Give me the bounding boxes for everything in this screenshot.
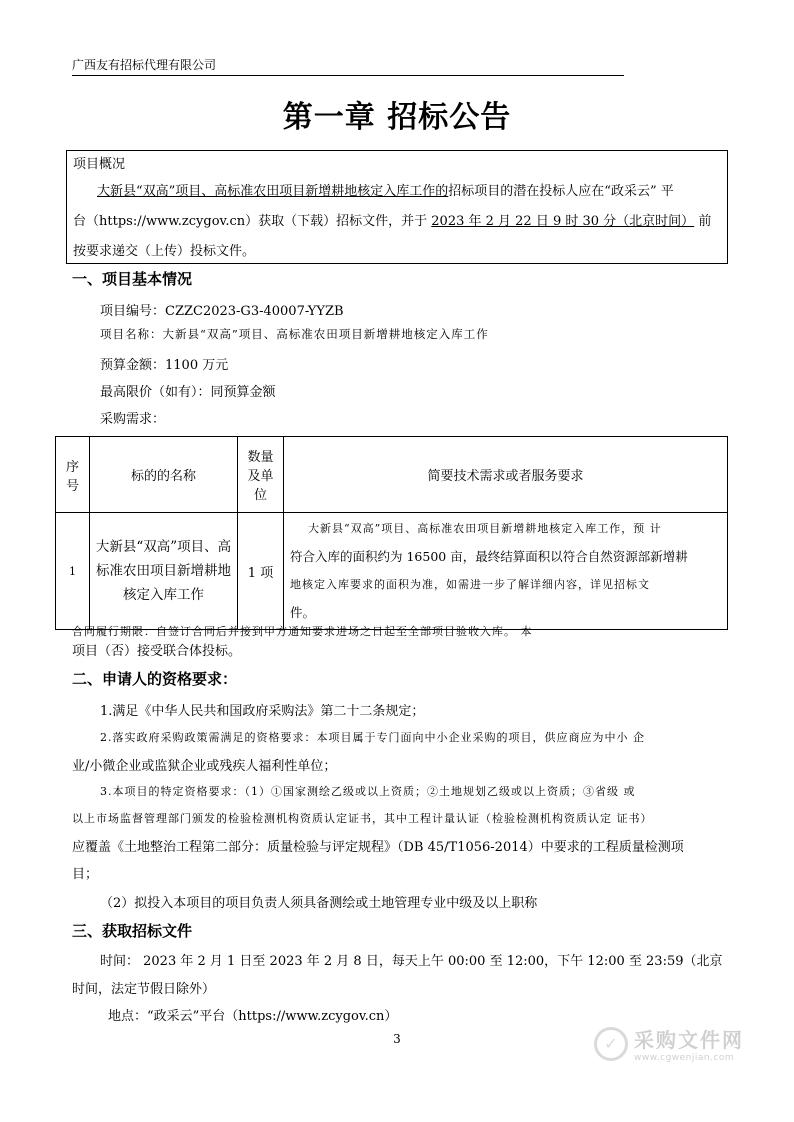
section3-heading: 三、获取招标文件	[72, 922, 193, 940]
cell-seq: 1	[56, 513, 90, 630]
section2-heading: 二、申请人的资格要求：	[72, 670, 238, 688]
qual-item-3-l4: 目；	[72, 867, 99, 882]
header-seq: 序 号	[56, 437, 90, 513]
watermark	[594, 1024, 744, 1063]
overview-heading: 项目概况	[73, 157, 126, 172]
header-name: 标的的名称	[90, 437, 238, 513]
qual-item-3-l1: 3.本项目的特定资格要求：（1）①国家测绘乙级或以上资质；②土地规划乙级或以上资质；③省级 或	[100, 785, 636, 798]
contract-line-1: 合同履行期限：自签订合同后并接到甲方通知要求进场之日起至全部项目验收入库。 本	[72, 625, 533, 638]
watermark-text: 采购文件网	[634, 1028, 744, 1052]
header-qty: 数量 及单 位	[238, 437, 284, 513]
shield-logo-icon: ✓	[594, 1027, 628, 1061]
overview-box	[66, 150, 728, 264]
overview-line-3: 按要求递交（上传）投标文件。	[73, 244, 256, 259]
qual-item-4: （2）拟投入本项目的项目负责人须具备测绘或土地管理专业中级及以上职称	[100, 896, 538, 911]
project-code: 项目编号：CZZC2023-G3-40007-YYZB	[100, 304, 344, 319]
qual-item-1: 1.满足《中华人民共和国政府采购法》第二十二条规定；	[100, 704, 425, 719]
acquire-place: 地点：“政采云”平台（https://www.zcygov.cn）	[108, 1009, 398, 1024]
acquire-time-l1: 时间： 2023 年 2 月 1 日至 2023 年 2 月 8 日，每天上午 00:00 至 12:00，下午 12:00 至 23:59（北京	[100, 954, 723, 969]
cell-qty: 1 项	[238, 513, 284, 630]
qual-item-3-l3: 应覆盖《土地整治工程第二部分：质量检验与评定规程》（DB 45/T1056-2014）中要求的工程质量检测项	[72, 840, 684, 855]
acquire-time-l2: 时间，法定节假日除外）	[72, 982, 216, 997]
project-max-price: 最高限价（如有）：同预算金额	[100, 385, 276, 400]
cell-req: 大新县“双高”项目、高标准农田项目新增耕地核定入库工作，预 计 符合入库的面积约为 16500 亩，最终结算面积以符合自然资源部新增耕 地核定入库要求的面积为准，如需进一步了解详细内容，详见招标文 件。	[284, 513, 728, 630]
contract-line-2: 项目（否）接受联合体投标。	[72, 644, 242, 659]
qual-item-2-l1: 2.落实政府采购政策需满足的资格要求：本项目属于专门面向中小企业采购的项目，供应商应为中小 企	[100, 731, 645, 744]
project-name: 项目名称：大新县“双高”项目、高标准农田项目新增耕地核定入库工作	[100, 327, 489, 341]
project-budget: 预算金额：1100 万元	[100, 358, 229, 373]
cell-name: 大新县“双高”项目、高标准农田项目新增耕地核定入库工作	[90, 513, 238, 630]
overview-text-2b: 前	[694, 214, 712, 229]
overview-line-1	[73, 177, 721, 207]
overview-line-2	[73, 207, 721, 237]
overview-text-2a: 台（https://www.zcygov.cn）获取（下载）招标文件，并于	[73, 214, 432, 229]
section1-heading: 一、项目基本情况	[72, 270, 193, 288]
overview-project-link: 大新县“双高”项目、高标准农田项目新增耕地核定入库工作的	[97, 184, 449, 199]
page-number: 3	[393, 1032, 401, 1046]
qual-item-3-l2: 以上市场监督管理部门颁发的检验检测机构资质认定证书，其中工程计量认证（检验检测机构资质认定 证书）	[72, 812, 653, 825]
page-title: 第一章 招标公告	[282, 100, 512, 135]
watermark-url: www.cgwenjian.com	[634, 1053, 735, 1063]
overview-deadline: 2023 年 2 月 22 日 9 时 30 分（北京时间）	[431, 214, 695, 229]
header-req: 简要技术需求或者服务要求	[284, 437, 728, 513]
header-company: 广西友有招标代理有限公司	[72, 56, 624, 76]
procurement-table	[55, 436, 728, 630]
table-header-row	[56, 437, 728, 513]
overview-text-1: 招标项目的潜在投标人应在“政采云” 平	[448, 184, 674, 199]
table-row	[56, 513, 728, 630]
project-demand: 采购需求：	[100, 412, 166, 427]
qual-item-2-l2: 业/小微企业或监狱企业或残疾人福利性单位；	[72, 759, 337, 774]
